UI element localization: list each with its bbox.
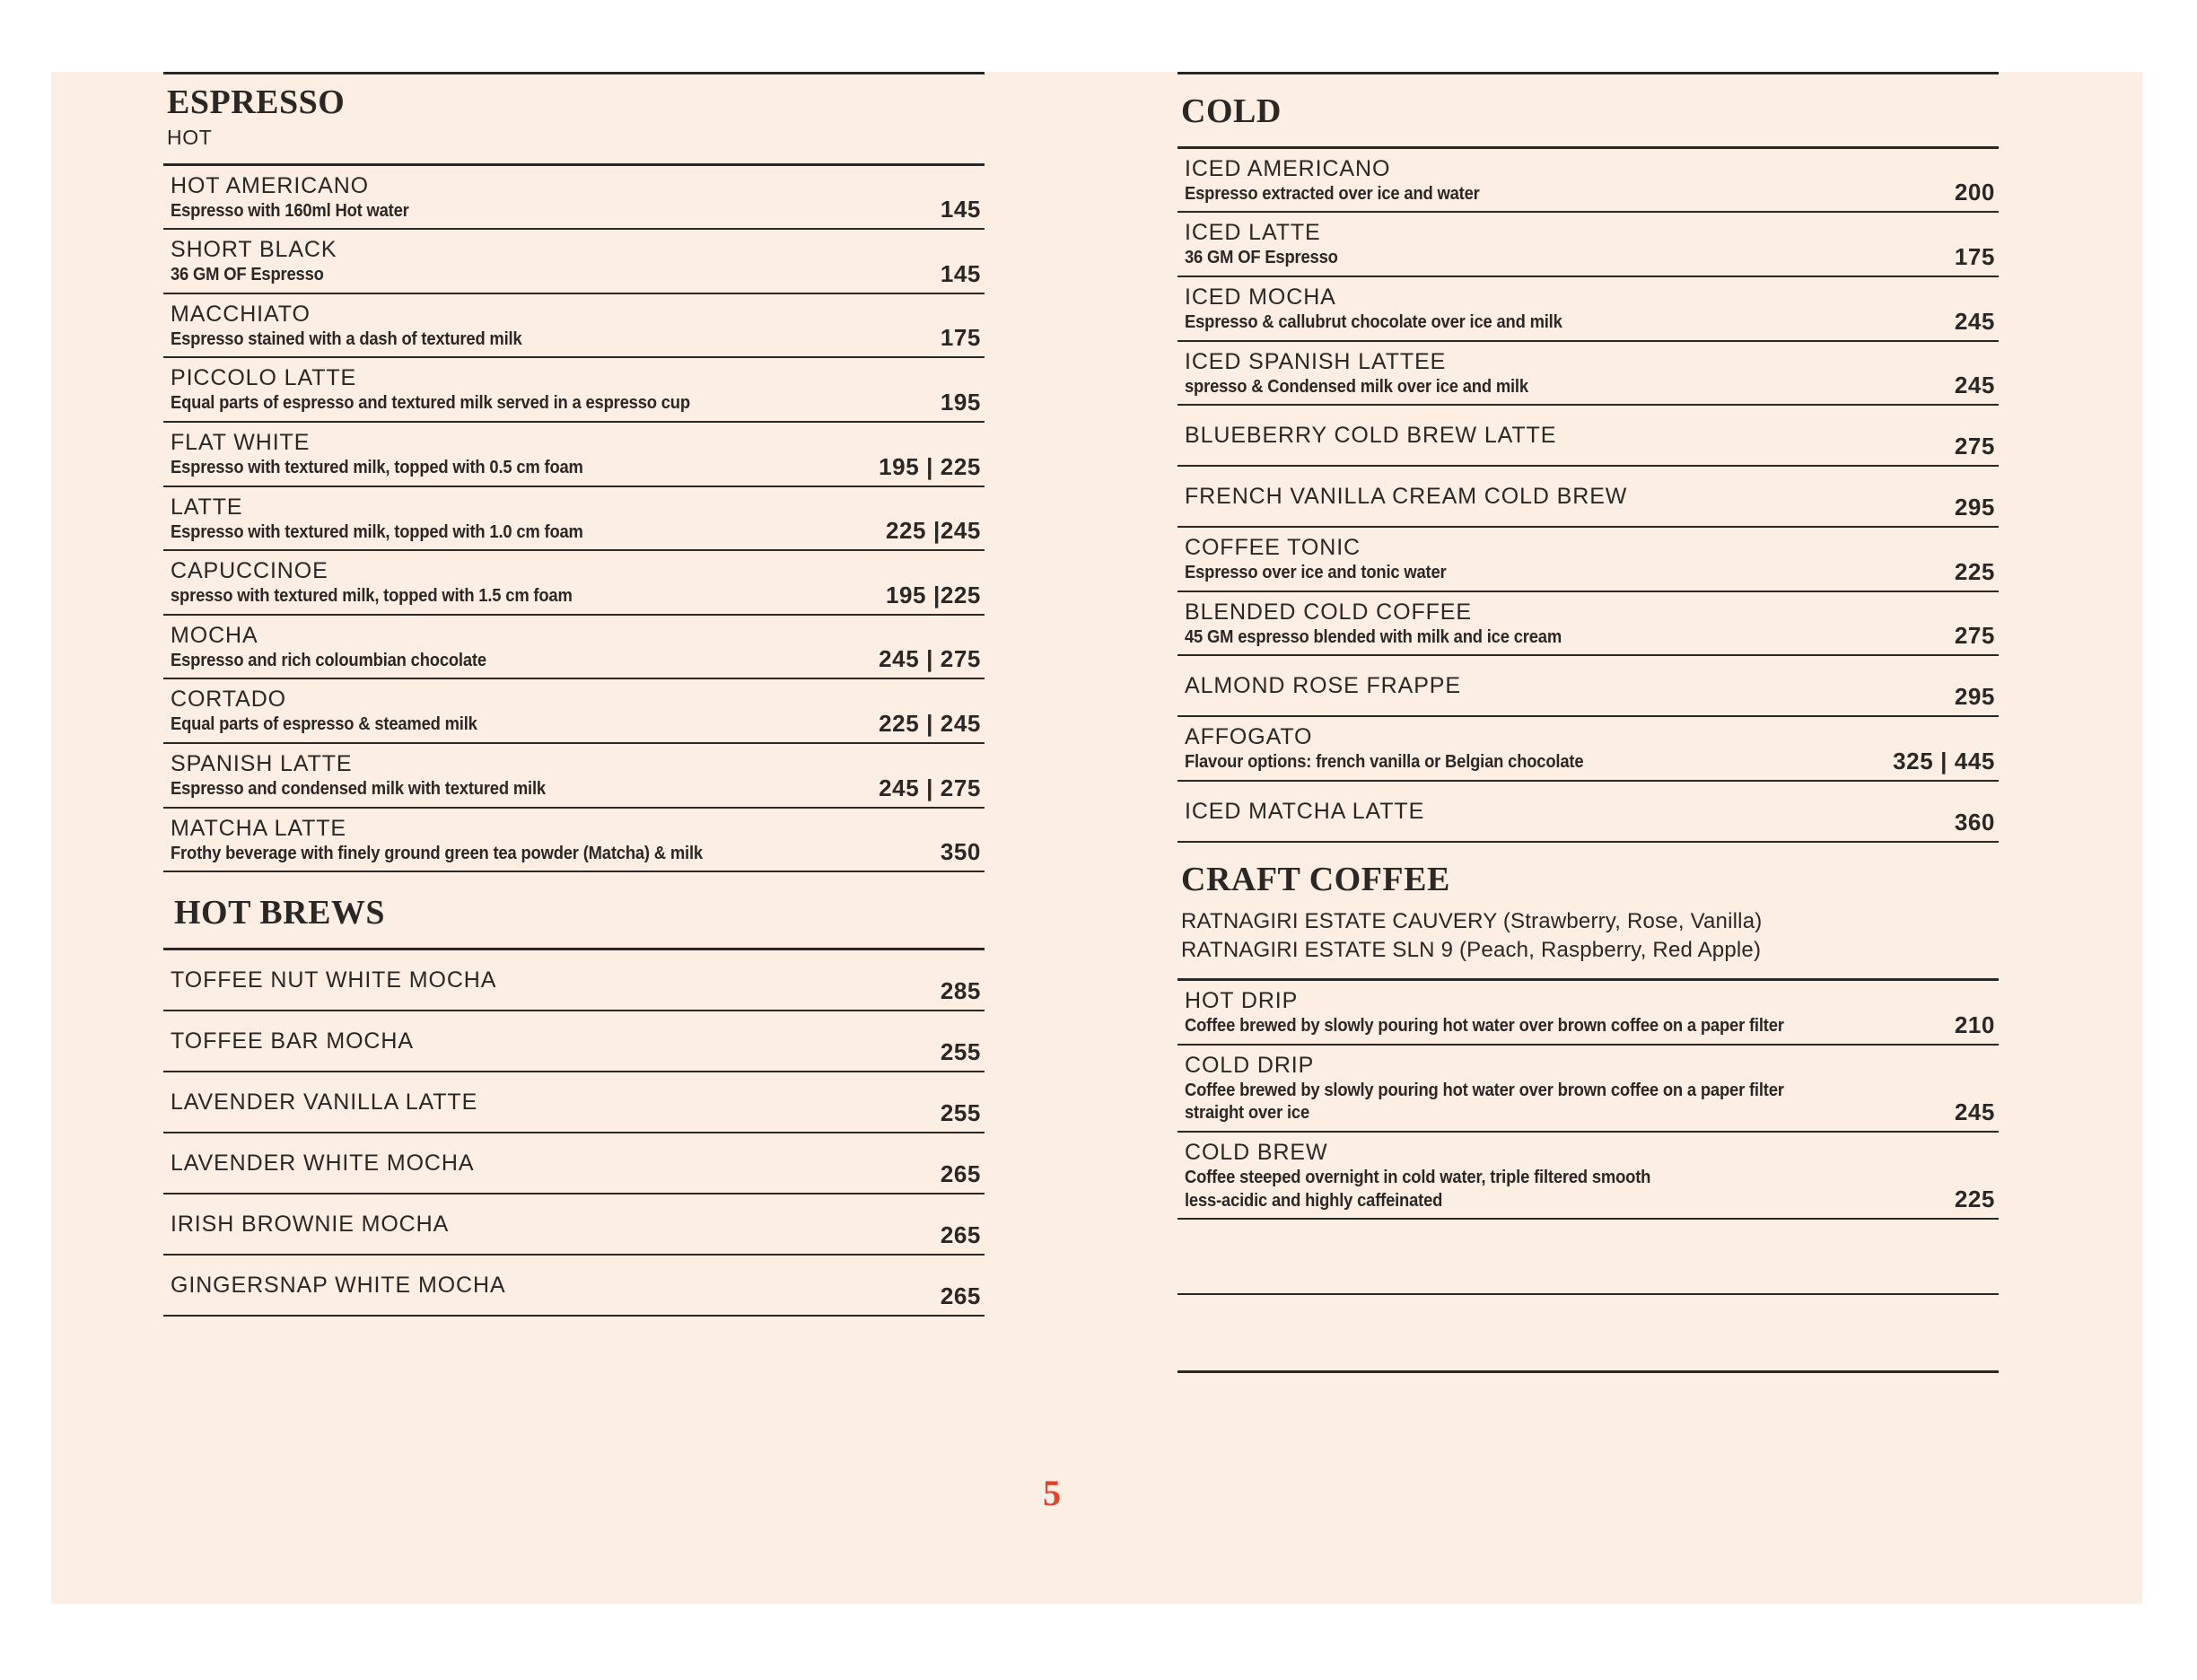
- item-description: Coffee brewed by slowly pouring hot water over brown coffee on a paper filter: [1185, 1080, 1784, 1100]
- table-row[interactable]: [163, 423, 985, 487]
- item-name: LAVENDER WHITE MOCHA: [171, 1151, 475, 1177]
- item-price: 195 |225: [885, 581, 981, 608]
- item-name: LAVENDER VANILLA LATTE: [171, 1089, 478, 1116]
- item-text: [171, 494, 886, 544]
- section-hot-brews: [163, 872, 985, 1317]
- item-price: 295: [1954, 682, 1995, 710]
- item-text: [171, 686, 879, 736]
- item-description: Espresso with 160ml Hot water: [171, 200, 409, 221]
- table-row[interactable]: [1177, 782, 1999, 843]
- item-name: TOFFEE BAR MOCHA: [171, 1028, 414, 1054]
- table-row[interactable]: [1177, 149, 1999, 214]
- item-text: [171, 750, 879, 801]
- table-row[interactable]: [163, 551, 985, 616]
- item-name: FRENCH VANILLA CREAM COLD BREW: [1185, 484, 1628, 510]
- item-price: 265: [940, 1221, 981, 1248]
- left-column: [163, 72, 985, 1317]
- item-text: [1185, 723, 1893, 774]
- table-row[interactable]: [163, 1256, 985, 1317]
- section-espresso: [163, 72, 985, 872]
- item-name: BLUEBERRY COLD BREW LATTE: [1185, 423, 1557, 449]
- item-text: [1185, 219, 1955, 269]
- item-text: [171, 1211, 941, 1238]
- item-text: [1185, 483, 1955, 510]
- item-description: Equal parts of espresso and textured milk served in a espresso cup: [171, 393, 690, 414]
- item-text: [171, 236, 941, 286]
- menu-page: [51, 72, 2142, 1604]
- item-name: CORTADO: [171, 687, 286, 713]
- item-price: 295: [1954, 493, 1995, 521]
- item-price: 265: [940, 1282, 981, 1309]
- item-name: PICCOLO LATTE: [171, 365, 357, 391]
- section-title-cold: COLD: [1181, 92, 1282, 130]
- table-row[interactable]: [163, 294, 985, 359]
- item-description: 36 GM OF Espresso: [171, 265, 324, 285]
- item-text: [1185, 284, 1955, 334]
- item-description: Flavour options: french vanilla or Belgian chocolate: [1185, 752, 1584, 773]
- blank-rule-row: [1177, 1220, 1999, 1295]
- item-text: [1185, 348, 1955, 398]
- item-name: MACCHIATO: [171, 301, 311, 327]
- section-title-espresso: ESPRESSO: [167, 83, 346, 121]
- item-name: SHORT BLACK: [171, 237, 337, 263]
- table-row[interactable]: [1177, 406, 1999, 467]
- hot-brews-items: [163, 950, 985, 1317]
- table-row[interactable]: [163, 1194, 985, 1256]
- item-name: GINGERSNAP WHITE MOCHA: [171, 1273, 506, 1299]
- item-text: [1185, 599, 1955, 649]
- item-name: COLD BREW: [1185, 1140, 1328, 1166]
- table-row[interactable]: [163, 230, 985, 294]
- table-row[interactable]: [1177, 981, 1999, 1046]
- item-name: ICED SPANISH LATTEE: [1185, 348, 1447, 374]
- item-name: ICED LATTE: [1185, 220, 1321, 246]
- item-price: 145: [940, 259, 981, 287]
- item-description: Espresso with textured milk, topped with 1.0 cm foam: [171, 521, 583, 542]
- blank-rule-row: [1177, 1295, 1999, 1373]
- item-price: 325 | 445: [1893, 748, 1995, 775]
- item-description: Espresso and rich coloumbian chocolate: [171, 650, 486, 670]
- menu-columns: [51, 72, 2142, 1604]
- page-number: 5: [1043, 1473, 1061, 1513]
- table-row[interactable]: [1177, 592, 1999, 657]
- item-name: COLD DRIP: [1185, 1052, 1315, 1078]
- craft-coffee-notes: [1177, 906, 1999, 978]
- item-text: [1185, 672, 1955, 699]
- item-name: AFFOGATO: [1185, 724, 1313, 750]
- item-price: 245: [1954, 1098, 1995, 1126]
- item-name: COFFEE TONIC: [1185, 535, 1361, 561]
- item-description: Equal parts of espresso & steamed milk: [171, 714, 477, 735]
- item-price: 245: [1954, 372, 1995, 399]
- table-row[interactable]: [1177, 213, 1999, 277]
- item-price: 285: [940, 976, 981, 1004]
- table-row[interactable]: [1177, 528, 1999, 592]
- item-name: ICED AMERICANO: [1185, 155, 1391, 181]
- item-price: 265: [940, 1159, 981, 1187]
- item-description: Coffee brewed by slowly pouring hot water over brown coffee on a paper filter: [1185, 1016, 1784, 1037]
- item-name: BLENDED COLD COFFEE: [1185, 599, 1472, 625]
- item-name: MATCHA LATTE: [171, 815, 347, 841]
- item-price: 210: [1954, 1011, 1995, 1038]
- item-name: HOT AMERICANO: [171, 172, 369, 198]
- item-description: Espresso over ice and tonic water: [1185, 563, 1447, 583]
- item-price: 225: [1954, 1186, 1995, 1213]
- item-description: 45 GM espresso blended with milk and ice cream: [1185, 626, 1562, 647]
- espresso-items: [163, 166, 985, 873]
- table-row[interactable]: [163, 679, 985, 744]
- table-row[interactable]: [163, 1011, 985, 1072]
- item-description: spresso & Condensed milk over ice and milk: [1185, 376, 1528, 397]
- item-price: 245: [1954, 307, 1995, 335]
- table-row[interactable]: [163, 166, 985, 231]
- item-price: 225: [1954, 557, 1995, 585]
- cold-items: [1177, 149, 1999, 843]
- table-row[interactable]: [163, 487, 985, 552]
- item-price: 225 | 245: [879, 709, 981, 737]
- item-text: [171, 967, 941, 993]
- table-row[interactable]: [1177, 656, 1999, 717]
- item-price: 200: [1954, 179, 1995, 206]
- table-row[interactable]: [163, 358, 985, 423]
- item-text: [171, 301, 941, 351]
- item-name: ICED MATCHA LATTE: [1185, 799, 1425, 825]
- section-cold: [1177, 72, 1999, 843]
- table-row[interactable]: [163, 809, 985, 873]
- item-description-2: less-acidic and highly caffeinated: [1185, 1190, 1443, 1211]
- item-price: 175: [940, 324, 981, 352]
- item-description: Frothy beverage with finely ground green tea powder (Matcha) & milk: [171, 843, 703, 863]
- right-column: [1177, 72, 1999, 1373]
- craft-coffee-items: [1177, 981, 1999, 1373]
- item-text: [171, 172, 941, 223]
- item-name: TOFFEE NUT WHITE MOCHA: [171, 967, 497, 993]
- table-row[interactable]: [1177, 277, 1999, 342]
- item-price: 245 | 275: [879, 645, 981, 673]
- item-description: Espresso with textured milk, topped with 0.5 cm foam: [171, 458, 583, 478]
- item-text: [171, 1089, 941, 1116]
- item-price: 175: [1954, 243, 1995, 271]
- item-name: IRISH BROWNIE MOCHA: [171, 1212, 450, 1238]
- table-row[interactable]: [1177, 717, 1999, 782]
- table-row[interactable]: [163, 616, 985, 680]
- item-name: HOT DRIP: [1185, 988, 1299, 1014]
- item-name: ALMOND ROSE FRAPPE: [1185, 673, 1461, 699]
- item-price: 275: [1954, 622, 1995, 650]
- item-price: 195: [940, 389, 981, 416]
- item-price: 245 | 275: [879, 774, 981, 801]
- item-description: Espresso extracted over ice and water: [1185, 183, 1480, 204]
- item-text: [171, 429, 879, 479]
- item-text: [171, 1272, 941, 1299]
- item-description-2: straight over ice: [1185, 1103, 1310, 1124]
- item-name: ICED MOCHA: [1185, 284, 1336, 311]
- item-text: [171, 1150, 941, 1177]
- item-name: LATTE: [171, 494, 243, 520]
- item-price: 350: [940, 838, 981, 866]
- item-name: CAPUCCINOE: [171, 558, 328, 584]
- item-text: [1185, 422, 1955, 449]
- table-row[interactable]: [1177, 467, 1999, 528]
- item-text: [171, 622, 879, 672]
- item-price: 255: [940, 1098, 981, 1126]
- item-price: 360: [1954, 808, 1995, 836]
- section-title-hot-brews: HOT BREWS: [174, 894, 386, 932]
- item-description: 36 GM OF Espresso: [1185, 248, 1338, 268]
- section-title-craft-coffee: CRAFT COFFEE: [1181, 861, 1450, 899]
- item-text: [171, 815, 941, 865]
- table-row[interactable]: [1177, 1133, 1999, 1220]
- table-row[interactable]: [1177, 342, 1999, 407]
- item-price: 195 | 225: [879, 452, 981, 480]
- item-name: FLAT WHITE: [171, 430, 311, 456]
- craft-note-line-2: RATNAGIRI ESTATE SLN 9 (Peach, Raspberry, Red Apple): [1181, 937, 1762, 962]
- table-row[interactable]: [163, 950, 985, 1011]
- section-craft-coffee: [1177, 843, 1999, 1373]
- item-text: [1185, 534, 1955, 584]
- item-text: [171, 364, 941, 415]
- item-description: Espresso stained with a dash of textured milk: [171, 328, 522, 349]
- item-text: [1185, 155, 1955, 206]
- craft-note-line-1: RATNAGIRI ESTATE CAUVERY (Strawberry, Rose, Vanilla): [1181, 908, 1763, 933]
- item-price: 255: [940, 1037, 981, 1065]
- item-text: [1185, 1052, 1955, 1124]
- item-text: [1185, 1139, 1955, 1212]
- item-description: Espresso and condensed milk with textured milk: [171, 778, 546, 799]
- item-name: SPANISH LATTE: [171, 750, 353, 776]
- item-price: 145: [940, 196, 981, 223]
- item-description: Espresso & callubrut chocolate over ice and milk: [1185, 312, 1562, 333]
- table-row[interactable]: [163, 1133, 985, 1194]
- item-description: spresso with textured milk, topped with 1.5 cm foam: [171, 586, 573, 607]
- table-row[interactable]: [163, 1072, 985, 1133]
- table-row[interactable]: [163, 744, 985, 809]
- item-price: 275: [1954, 432, 1995, 459]
- item-text: [1185, 798, 1955, 825]
- table-row[interactable]: [1177, 1046, 1999, 1133]
- item-name: MOCHA: [171, 622, 258, 648]
- item-text: [171, 557, 886, 608]
- item-text: [1185, 987, 1955, 1037]
- item-description: Coffee steeped overnight in cold water, triple filtered smooth: [1185, 1168, 1651, 1188]
- item-price: 225 |245: [885, 517, 981, 545]
- section-subtitle-hot: HOT: [167, 125, 213, 149]
- item-text: [171, 1028, 941, 1054]
